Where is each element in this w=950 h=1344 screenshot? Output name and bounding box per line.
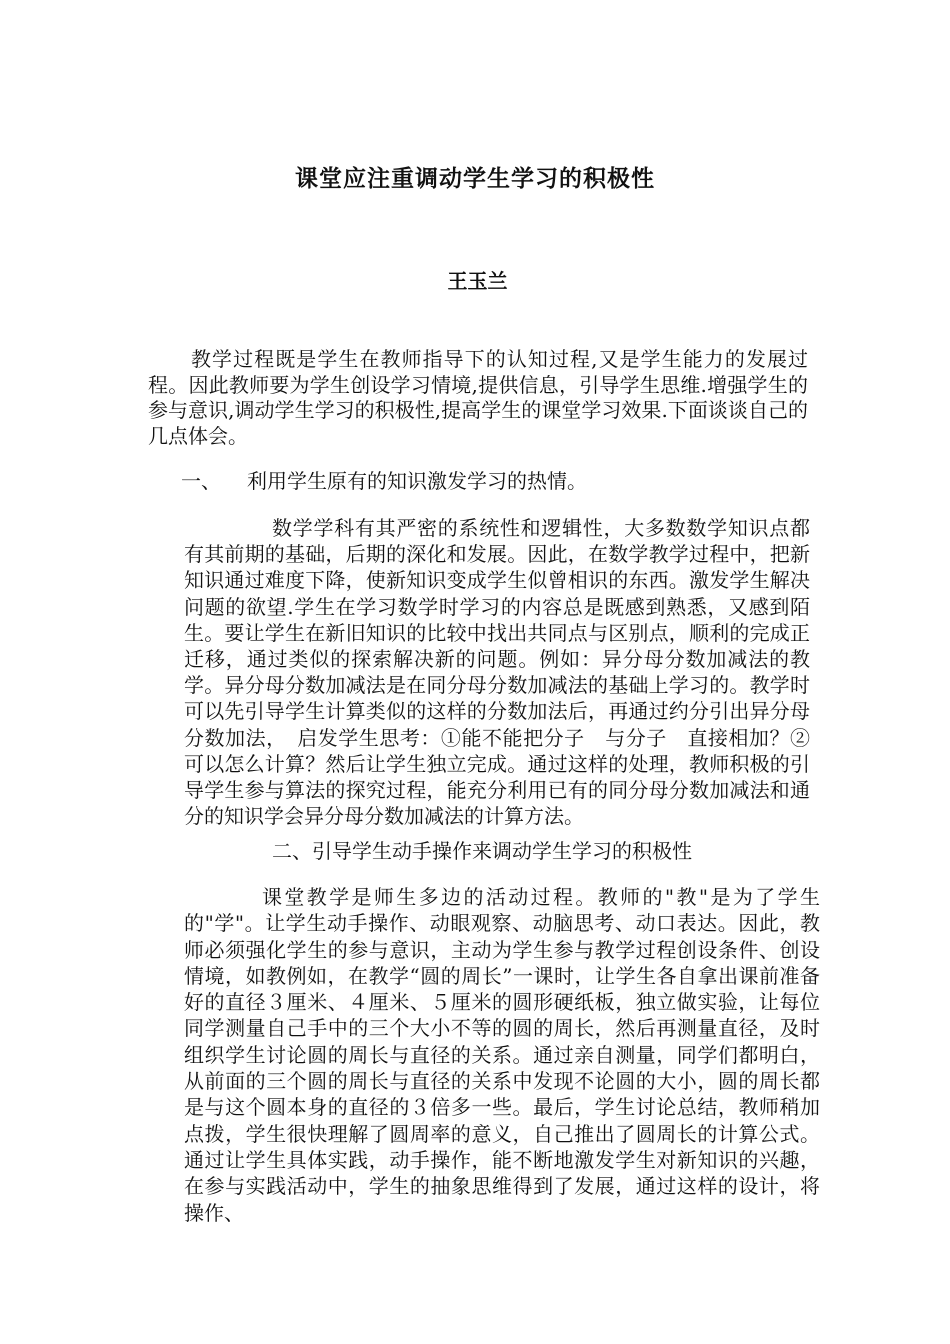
document-title: 课堂应注重调动学生学习的积极性 <box>295 165 655 192</box>
section-1-heading-text: 利用学生原有的知识激发学习的热情。 <box>247 469 587 493</box>
author-name: 王玉兰 <box>447 269 508 293</box>
section-1-heading <box>181 467 821 495</box>
section-2-heading: 二、引导学生动手操作来调动学生学习的积极性 <box>272 839 692 863</box>
section-2-body: 课堂教学是师生多边的活动过程。教师的"教"是为了学生的"学"。让学生动手操作、动眼观察、动脑思考、动口表达。因此，教师必须强化学生的参与意识，主动为学生参与教学过程创设条件、创设情境，如教例如，在教学“圆的周长”一课时，让学生各自拿出课前准备好的直径３厘米、４厘米、５厘米的圆形硬纸板，独立做实验，让每位同学测量自己手中的三个大小不等的圆的周长，然后再测量直径，及时组织学生讨论圆的周长与直径的关系。通过亲自测量，同学们都明白，从前面的三个圆的周长与直径的关系中发现不论圆的大小，圆的周长都是与这个圆本身的直径的３倍多一些。最后，学生讨论总结，教师稍加点拨，学生很快理解了圆周率的意义，自己推出了圆周长的计算公式。通过让学生具体实践，动手操作，能不断地激发学生对新知识的兴趣，在参与实践活动中，学生的抽象思维得到了发展，通过这样的设计，将操作、 <box>184 885 820 1225</box>
section-1-number: 一、 <box>181 469 221 493</box>
section-1-body: 数学学科有其严密的系统性和逻辑性，大多数数学知识点都有其前期的基础，后期的深化和发展。因此，在数学教学过程中，把新知识通过难度下降，使新知识变成学生似曾相识的东西。激发学生解决问题的欲望.学生在学习数学时学习的内容总是既感到熟悉，又感到陌生。要让学生在新旧知识的比较中找出共同点与区别点，顺利的完成正迁移，通过类似的探索解决新的问题。例如：异分母分数加减法的教学。异分母分数加减法是在同分母分数加减法的基础上学习的。教学时可以先引导学生计算类似的这样的分数加法后，再通过约分引出异分母分数加法， 启发学生思考：①能不能把分子 与分子 直接相加？②可以怎么计算？然后让学生独立完成。通过这样的处理，教师积极的引导学生参与算法的探究过程，能充分利用已有的同分母分数加减法和通分的知识学会异分母分数加减法的计算方法。 <box>184 516 810 829</box>
intro-paragraph: 教学过程既是学生在教师指导下的认知过程,又是学生能力的发展过程。因此教师要为学生创设学习情境,提供信息，引导学生思维.增强学生的参与意识,调动学生学习的积极性,提高学生的课堂学习效果.下面谈谈自己的几点体会。 <box>148 347 808 448</box>
